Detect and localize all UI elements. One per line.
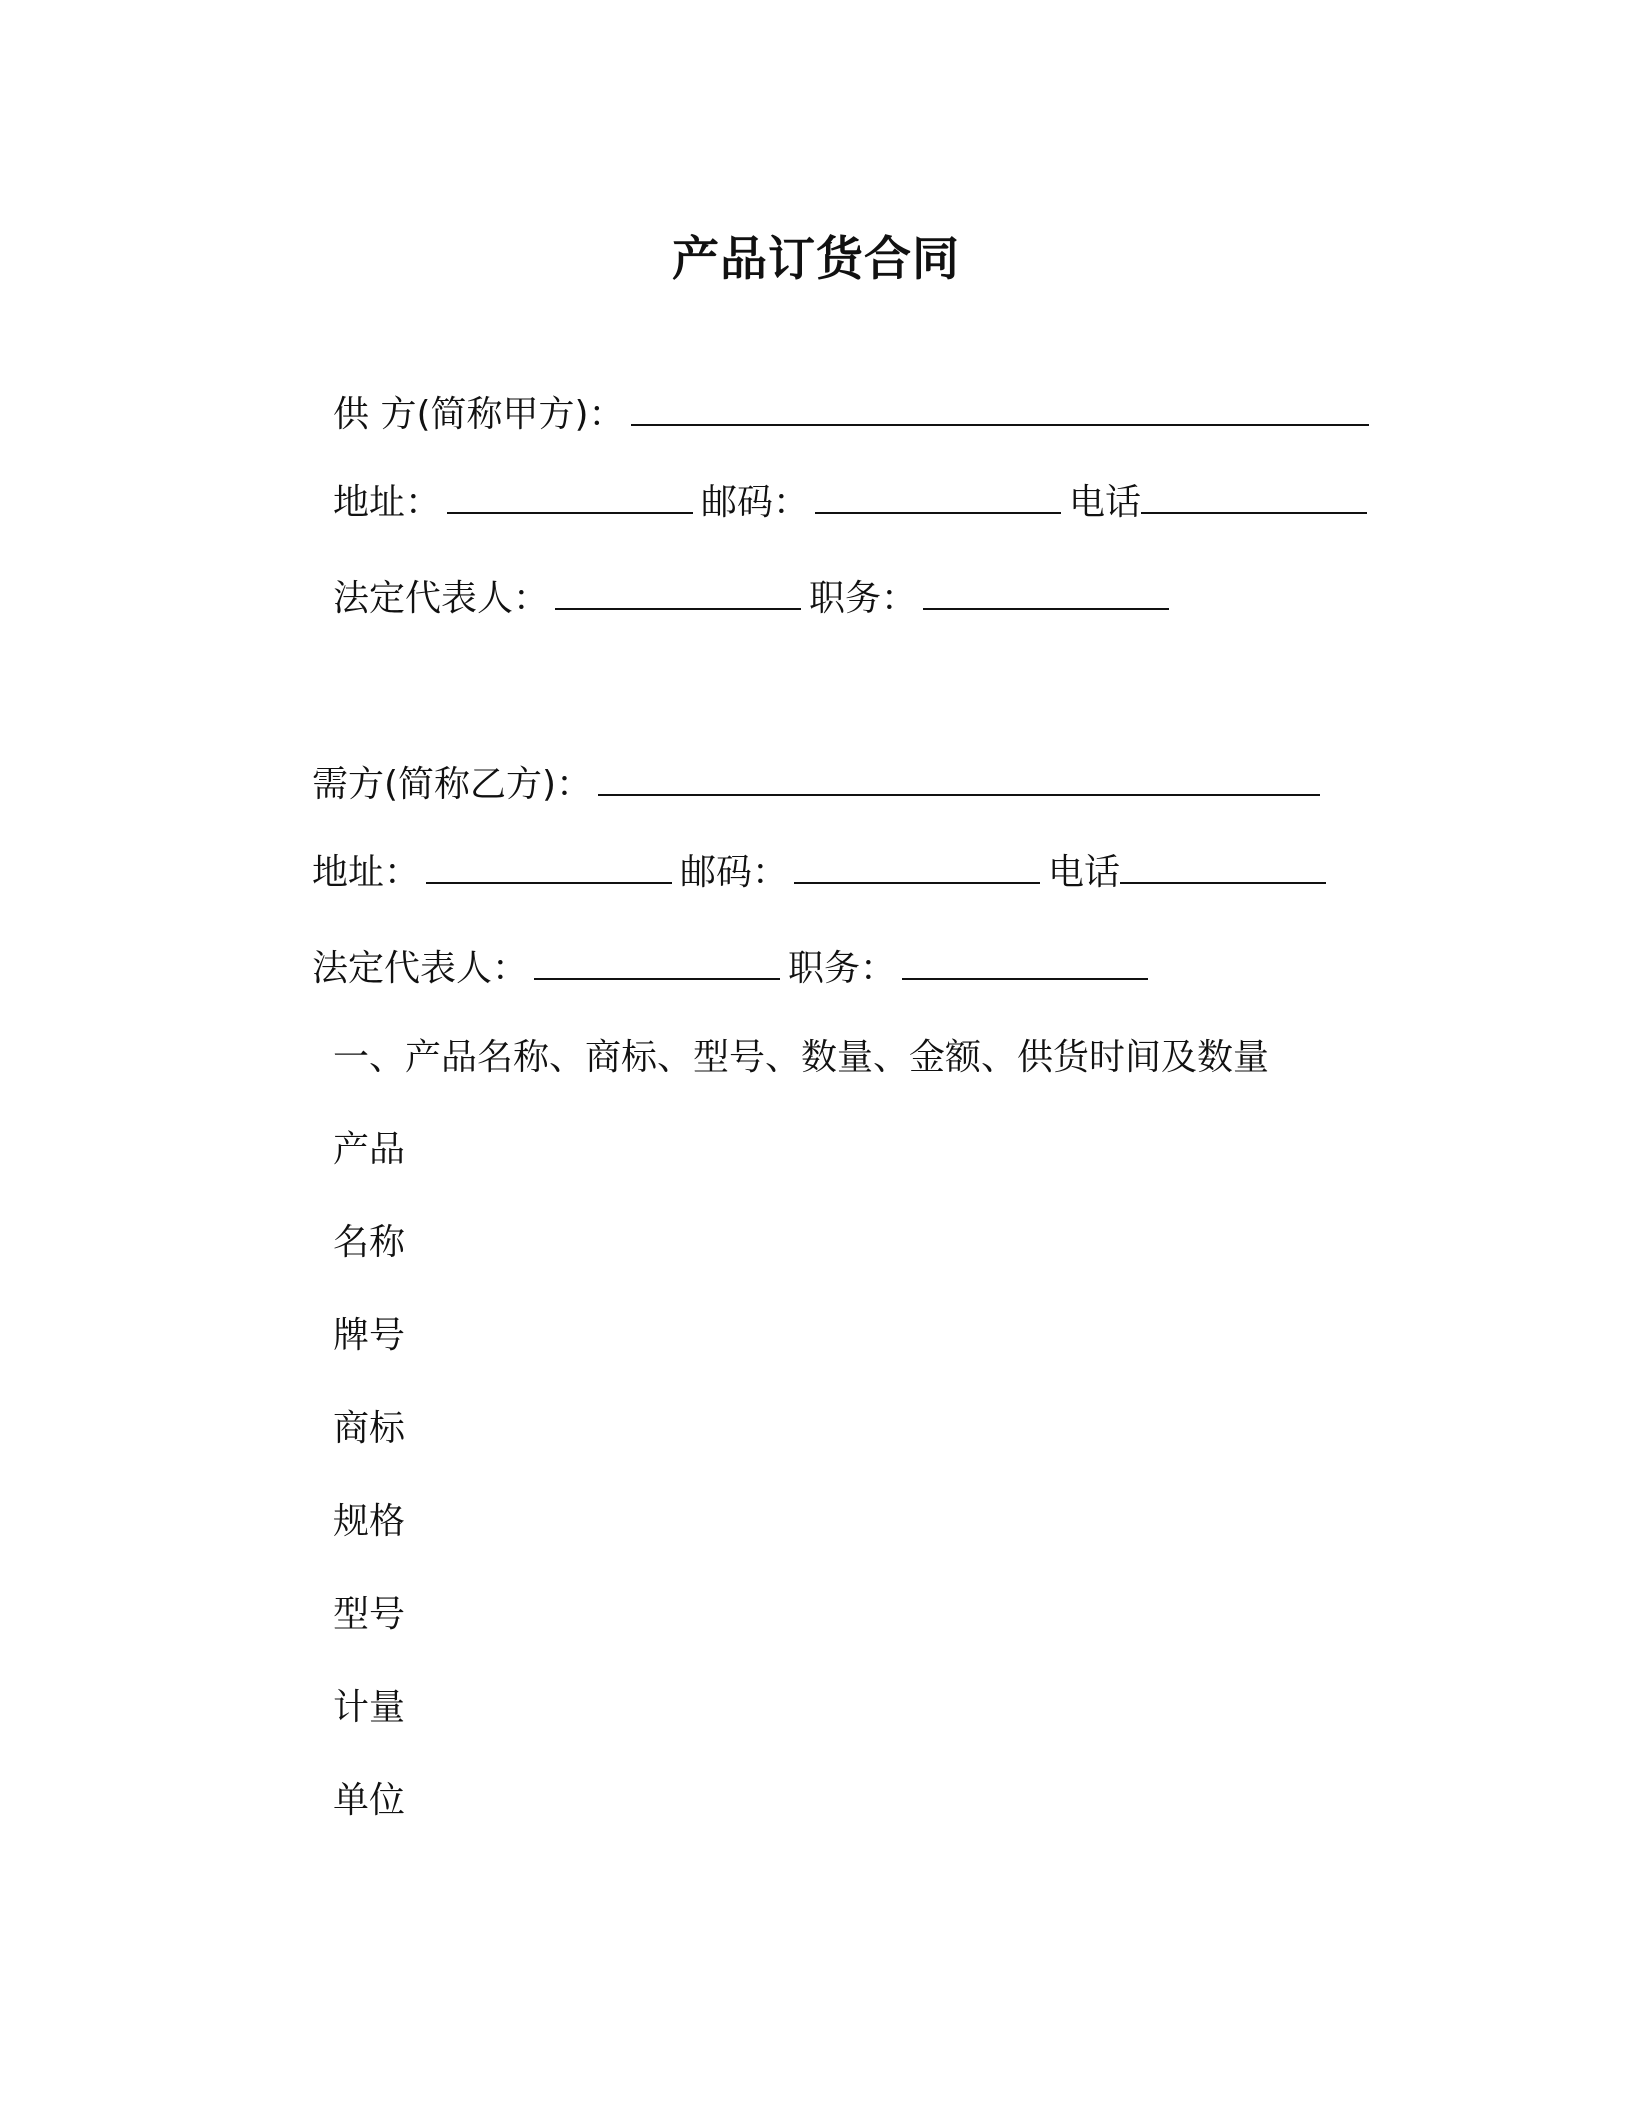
section-item-spec: 规格 [333, 1501, 406, 1542]
buyer-rep-row [312, 944, 1156, 993]
buyer-party-row [312, 760, 1328, 809]
section-item-name: 名称 [333, 1222, 406, 1263]
supplier-address-label: 地址： [333, 482, 442, 523]
section-item-measure: 计量 [333, 1687, 406, 1728]
supplier-party-field[interactable] [631, 390, 1369, 426]
supplier-position-field[interactable] [923, 574, 1169, 610]
supplier-party-label: 供 方(简称甲方)： [333, 394, 625, 435]
supplier-phone-field[interactable] [1141, 478, 1367, 514]
supplier-legal-rep-field[interactable] [555, 574, 801, 610]
buyer-address-label: 地址： [312, 852, 421, 893]
buyer-legal-rep-label: 法定代表人： [312, 948, 529, 989]
buyer-address-field[interactable] [426, 848, 672, 884]
supplier-position-label: 职务： [809, 578, 918, 619]
supplier-legal-rep-label: 法定代表人： [333, 578, 550, 619]
buyer-contact-row [312, 848, 1334, 897]
supplier-address-field[interactable] [447, 478, 693, 514]
buyer-party-field[interactable] [598, 760, 1320, 796]
buyer-position-label: 职务： [788, 948, 897, 989]
supplier-party-row [333, 390, 1377, 439]
buyer-phone-field[interactable] [1120, 848, 1326, 884]
supplier-postcode-label: 邮码： [701, 482, 810, 523]
section-item-unit: 单位 [333, 1780, 406, 1821]
buyer-postcode-label: 邮码： [680, 852, 789, 893]
supplier-phone-label: 电话 [1069, 482, 1142, 523]
buyer-phone-label: 电话 [1048, 852, 1121, 893]
section-1-heading: 一、产品名称、商标、型号、数量、金额、供货时间及数量 [333, 1037, 1270, 1078]
supplier-rep-row [333, 574, 1177, 623]
buyer-party-label: 需方(简称乙方)： [312, 764, 593, 805]
buyer-position-field[interactable] [902, 944, 1148, 980]
section-item-product: 产品 [333, 1129, 406, 1170]
buyer-legal-rep-field[interactable] [534, 944, 780, 980]
page-title: 产品订货合同 [672, 232, 960, 287]
supplier-postcode-field[interactable] [815, 478, 1061, 514]
section-item-brand-number: 牌号 [333, 1315, 406, 1356]
section-item-trademark: 商标 [333, 1408, 406, 1449]
buyer-postcode-field[interactable] [794, 848, 1040, 884]
supplier-contact-row [333, 478, 1375, 527]
section-item-model: 型号 [333, 1594, 406, 1635]
